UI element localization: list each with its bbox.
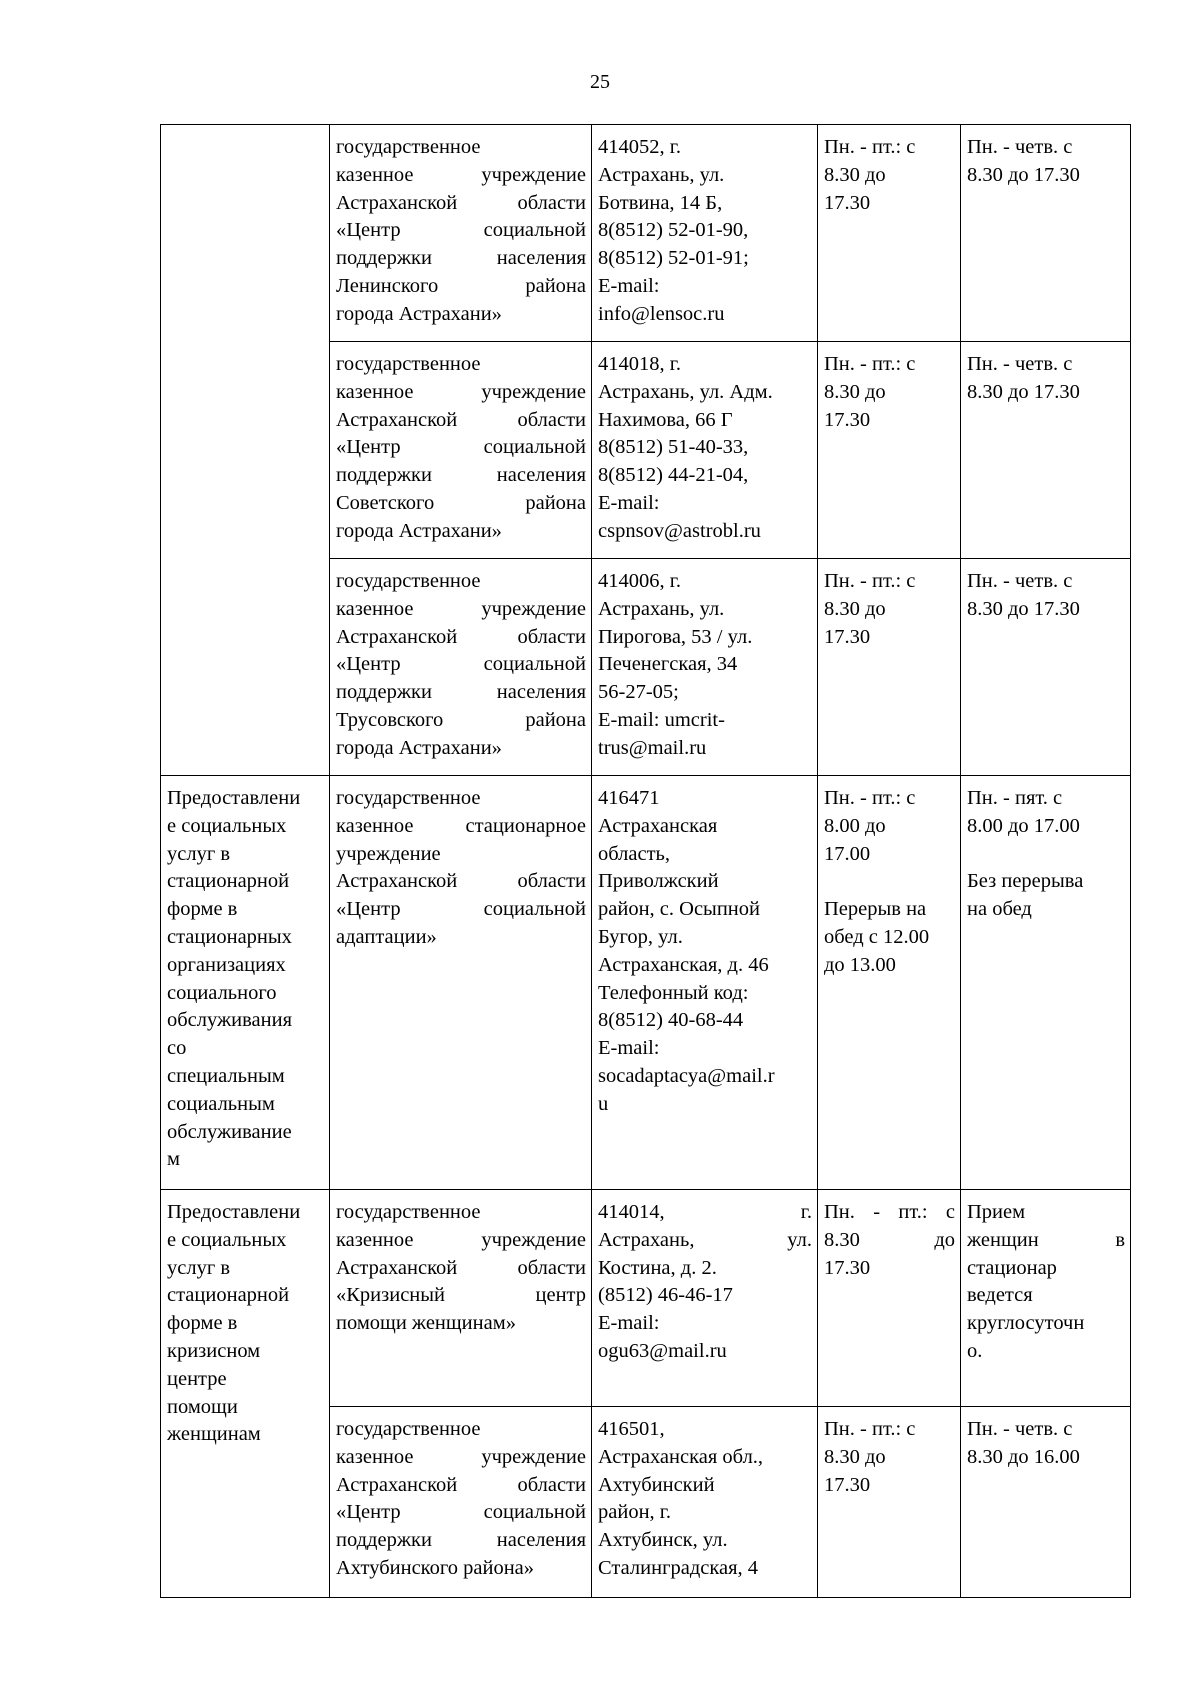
organization-line: поддержки населения — [336, 681, 586, 704]
address-cell — [592, 125, 818, 342]
organization-cell — [330, 342, 592, 559]
table-row — [161, 1190, 1131, 1407]
organization-line: города Астрахани» — [336, 736, 502, 759]
schedule-line: 17.30 — [824, 625, 871, 648]
reception-line: Прием — [967, 1201, 1026, 1223]
schedule-line: 17.30 — [824, 408, 871, 431]
schedule-cell — [818, 1407, 961, 1598]
organization-line: государственное — [336, 570, 481, 592]
service-line: стационарной — [167, 870, 290, 893]
address-line: Пирогова, 53 / ул. — [598, 625, 753, 648]
service-line: кризисном — [167, 1339, 261, 1362]
schedule-cell — [818, 342, 961, 559]
address-line: 8(8512) 44-21-04, — [598, 464, 749, 487]
address-line: Приволжский — [598, 870, 719, 893]
address-cell — [592, 1407, 818, 1598]
organization-line: поддержки населения — [336, 1529, 586, 1552]
service-line: социального — [167, 981, 277, 1004]
schedule-line: 17.30 — [824, 1473, 871, 1496]
organization-line: «Центр социальной — [336, 219, 586, 242]
schedule-line: 17.30 — [824, 1256, 871, 1279]
reception-line: круглосуточн — [967, 1312, 1085, 1335]
organization-line: казенное учреждение — [336, 163, 586, 186]
address-line: Астраханская обл., — [598, 1445, 764, 1468]
email-text: cspnsov@astrobl.ru — [598, 519, 761, 542]
schedule-line: 8.30 до — [824, 1228, 955, 1251]
schedule-line: 17.00 — [824, 842, 871, 865]
service-line: форме в — [167, 898, 238, 921]
schedule-line: Пн. - пт.: с — [824, 570, 916, 592]
schedule-line: Пн. - пт.: с — [824, 353, 916, 375]
organization-line: «Кризисный центр — [336, 1284, 586, 1307]
organization-cell — [330, 559, 592, 776]
service-line: со — [167, 1037, 187, 1060]
organization-line: «Центр социальной — [336, 436, 586, 459]
address-line: Астрахань, ул. — [598, 597, 725, 620]
break-line: до 13.00 — [824, 953, 896, 976]
email-text: ogu63@mail.ru — [598, 1339, 727, 1362]
service-cell — [161, 1190, 330, 1598]
schedule-line: 8.30 до — [824, 1445, 886, 1468]
organization-cell — [330, 1407, 592, 1598]
address-line: E-mail: — [598, 491, 660, 514]
address-line: Астрахань, ул. — [598, 1228, 812, 1251]
organization-line: Ахтубинского района» — [336, 1556, 535, 1579]
reception-line: женщин в — [967, 1228, 1125, 1251]
reception-note-line: на обед — [967, 898, 1032, 921]
service-line: стационарной — [167, 1284, 290, 1307]
organization-line: государственное — [336, 787, 481, 809]
organization-line: адаптации» — [336, 925, 437, 948]
schedule-line: Пн. - пт.: с — [824, 1418, 916, 1440]
services-table — [160, 124, 1131, 1598]
address-line: Ахтубинский — [598, 1473, 715, 1496]
organization-line: Астраханской области — [336, 1473, 586, 1496]
schedule-line: 8.30 до — [824, 380, 886, 403]
address-line: Нахимова, 66 Г — [598, 408, 733, 431]
service-line: обслуживание — [167, 1120, 292, 1143]
reception-cell — [961, 1407, 1131, 1598]
address-line: Ботвина, 14 Б, — [598, 191, 723, 214]
service-line: Предоставлени — [167, 1201, 301, 1223]
organization-line: казенное учреждение — [336, 1445, 586, 1468]
address-line: район, с. Осыпной — [598, 898, 760, 921]
reception-cell — [961, 559, 1131, 776]
service-line: обслуживания — [167, 1009, 293, 1032]
service-line: специальным — [167, 1064, 285, 1087]
address-line: (8512) 46-46-17 — [598, 1284, 733, 1307]
address-line: 416501, — [598, 1418, 665, 1440]
address-line: 8(8512) 51-40-33, — [598, 436, 749, 459]
schedule-line: Пн. - пт.: с — [824, 1201, 955, 1223]
schedule-line: 8.00 до — [824, 814, 886, 837]
schedule-cell — [818, 776, 961, 1190]
organization-line: Астраханской области — [336, 870, 586, 893]
service-line: форме в — [167, 1312, 238, 1335]
address-line: 414014, г. — [598, 1201, 812, 1223]
organization-line: Астраханской области — [336, 191, 586, 214]
reception-line: Пн. - четв. с — [967, 570, 1073, 592]
email-text: u — [598, 1092, 609, 1115]
service-line: услуг в — [167, 1256, 231, 1279]
reception-cell — [961, 776, 1131, 1190]
address-line: область, — [598, 842, 671, 865]
schedule-cell — [818, 125, 961, 342]
reception-line: Пн. - четв. с — [967, 1418, 1073, 1440]
address-line: Ахтубинск, ул. — [598, 1529, 728, 1552]
organization-line: «Центр социальной — [336, 1501, 586, 1524]
table-row — [161, 776, 1131, 1190]
address-line: Телефонный код: — [598, 981, 749, 1004]
organization-line: Астраханской области — [336, 625, 586, 648]
organization-line: государственное — [336, 136, 481, 158]
organization-line: поддержки населения — [336, 247, 586, 270]
reception-line: стационар — [967, 1256, 1057, 1279]
email-text: socadaptacya@mail.r — [598, 1064, 775, 1087]
reception-note-line: Без перерыва — [967, 870, 1084, 893]
reception-line: 8.00 до 17.00 — [967, 814, 1080, 837]
page-number: 25 — [590, 71, 610, 93]
schedule-cell — [818, 559, 961, 776]
organization-line: казенное учреждение — [336, 1228, 586, 1251]
service-cell-empty — [161, 125, 330, 776]
reception-line: Пн. - пят. с — [967, 787, 1063, 809]
address-line: Астраханская — [598, 814, 718, 837]
service-line: м — [167, 1148, 180, 1171]
service-line: помощи — [167, 1395, 238, 1418]
service-line: е социальных — [167, 814, 287, 837]
service-cell — [161, 776, 330, 1190]
service-line: социальным — [167, 1092, 275, 1115]
organization-line: Советского района — [336, 491, 586, 514]
organization-line: города Астрахани» — [336, 519, 502, 542]
address-line: 414018, г. — [598, 353, 681, 375]
organization-cell — [330, 776, 592, 1190]
organization-line: Астраханской области — [336, 408, 586, 431]
address-line: 414006, г. — [598, 570, 681, 592]
organization-line: Трусовского района — [336, 708, 586, 731]
service-line: организациях — [167, 953, 286, 976]
address-line: район, г. — [598, 1501, 672, 1524]
reception-line: о. — [967, 1339, 983, 1362]
reception-cell — [961, 125, 1131, 342]
reception-line: Пн. - четв. с — [967, 353, 1073, 375]
address-line: Астрахань, ул. — [598, 163, 725, 186]
organization-line: государственное — [336, 353, 481, 375]
reception-line: 8.30 до 17.30 — [967, 597, 1080, 620]
service-line: стационарных — [167, 925, 292, 948]
reception-line: 8.30 до 17.30 — [967, 380, 1080, 403]
break-line: Перерыв на — [824, 898, 927, 921]
organization-line: Астраханской области — [336, 1256, 586, 1279]
email-text: trus@mail.ru — [598, 736, 707, 759]
address-line: Бугор, ул. — [598, 925, 683, 948]
organization-cell — [330, 125, 592, 342]
organization-line: государственное — [336, 1201, 481, 1223]
line-gap — [967, 841, 1125, 869]
address-line: 56-27-05; — [598, 681, 679, 704]
reception-line: 8.30 до 17.30 — [967, 163, 1080, 186]
break-line: обед с 12.00 — [824, 925, 930, 948]
address-line: Астрахань, ул. Адм. — [598, 380, 773, 403]
address-cell — [592, 559, 818, 776]
schedule-line: Пн. - пт.: с — [824, 136, 916, 158]
organization-line: города Астрахани» — [336, 302, 502, 325]
email-text: info@lensoc.ru — [598, 302, 725, 325]
address-line: Печенегская, 34 — [598, 653, 738, 676]
organization-line: казенное учреждение — [336, 380, 586, 403]
organization-line: учреждение — [336, 842, 441, 865]
address-line: 416471 — [598, 787, 660, 809]
organization-line: «Центр социальной — [336, 653, 586, 676]
organization-line: казенное учреждение — [336, 597, 586, 620]
address-line: E-mail: — [598, 274, 660, 297]
address-line: Сталинградская, 4 — [598, 1556, 759, 1579]
address-line: 8(8512) 52-01-91; — [598, 247, 749, 270]
address-cell — [592, 1190, 818, 1407]
reception-line: Пн. - четв. с — [967, 136, 1073, 158]
organization-line: помощи женщинам» — [336, 1312, 516, 1335]
table-row — [161, 125, 1131, 342]
address-line: Астраханская, д. 46 — [598, 953, 769, 976]
schedule-cell — [818, 1190, 961, 1407]
service-line: центре — [167, 1367, 227, 1390]
address-line: 414052, г. — [598, 136, 681, 158]
organization-line: Ленинского района — [336, 274, 586, 297]
reception-line: ведется — [967, 1284, 1033, 1307]
reception-cell — [961, 342, 1131, 559]
schedule-line: 8.30 до — [824, 597, 886, 620]
organization-line: государственное — [336, 1418, 481, 1440]
service-line: е социальных — [167, 1228, 287, 1251]
address-line: E-mail: — [598, 1312, 660, 1335]
address-line: 8(8512) 52-01-90, — [598, 219, 749, 242]
service-line: услуг в — [167, 842, 231, 865]
organization-cell — [330, 1190, 592, 1407]
address-cell — [592, 776, 818, 1190]
address-line: 8(8512) 40-68-44 — [598, 1009, 744, 1032]
service-line: женщинам — [167, 1423, 261, 1446]
reception-cell — [961, 1190, 1131, 1407]
reception-line: 8.30 до 16.00 — [967, 1445, 1080, 1468]
organization-line: поддержки населения — [336, 464, 586, 487]
schedule-line: 17.30 — [824, 191, 871, 214]
address-line: Костина, д. 2. — [598, 1256, 717, 1279]
line-gap — [824, 868, 955, 896]
schedule-line: 8.30 до — [824, 163, 886, 186]
service-line: Предоставлени — [167, 787, 301, 809]
address-line: E-mail: — [598, 1037, 660, 1060]
address-cell — [592, 342, 818, 559]
schedule-line: Пн. - пт.: с — [824, 787, 916, 809]
organization-line: казенное стационарное — [336, 814, 586, 837]
address-line: E-mail: umcrit- — [598, 708, 725, 731]
organization-line: «Центр социальной — [336, 898, 586, 921]
